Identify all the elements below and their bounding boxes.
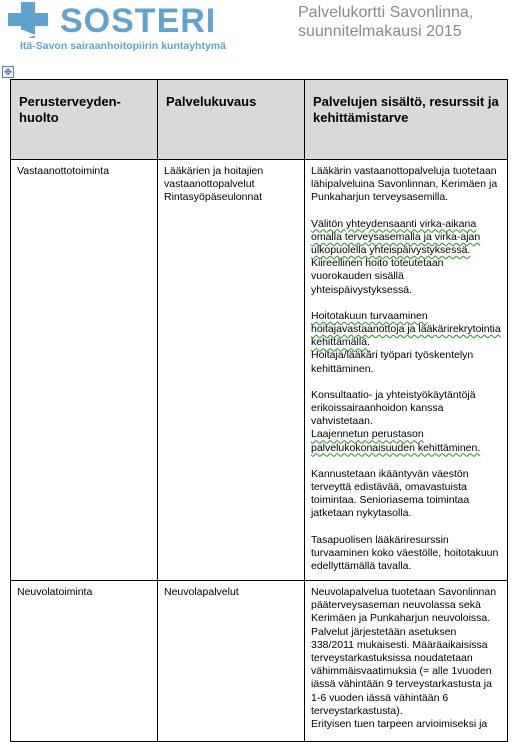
document-title xyxy=(298,3,473,41)
row-content-cell xyxy=(305,581,508,742)
description-line: Lääkärien ja hoitajien vastaanottopalvelut xyxy=(164,165,264,191)
description-line: Neuvolapalvelut xyxy=(164,586,239,598)
sosteri-logo xyxy=(4,2,264,58)
logo-subtitle: Itä-Savon sairaanhoitopiirin kuntayhtymä xyxy=(20,40,226,52)
content-paragraph: Lääkärin vastaanottopalveluja tuotetaan lähipalveluina Savonlinnan, Kerimäen ja Punkaharjun terveysasemilla. xyxy=(311,165,498,204)
row-title-cell: Neuvolatoiminta xyxy=(11,581,158,742)
description-line: Rintasyöpäseulonnat xyxy=(164,191,263,204)
document-title-line-2: suunnitelmakausi 2015 xyxy=(298,23,462,40)
content-paragraph: Neuvolapalvelua tuotetaan Savonlinnan pääterveysaseman neuvolassa sekä Kerimäen ja Punkaharjun neuvoloissa. xyxy=(311,586,497,625)
service-table xyxy=(10,79,508,742)
cross-wave-icon xyxy=(4,2,64,44)
content-paragraph: Kannustetaan ikääntyvän väestön terveyttä edistävää, omavastuista toimintaa. Senioriasema toimintaa jatketaan nykytasolla. xyxy=(311,467,470,520)
header-cell-service-content: Palvelujen sisältö, resurssit ja kehittämistarve xyxy=(305,80,508,160)
row-content-cell xyxy=(305,160,508,581)
document-title-line-1: Palvelukortti Savonlinna, xyxy=(298,4,474,21)
content-paragraph: Välitön yhteydensaanti virka-aikana omalla terveysasemalla ja virka-ajan ulkopuolella yhteispäivystyksessä. Kiireellinen hoito toteutetaan vuorokauden sisällä yhteispäivystyksessä. xyxy=(311,217,481,296)
logo-wordmark: SOSTERI xyxy=(60,2,217,40)
content-paragraph: Hoitotakuun turvaaminen hoitajavastaanottoja ja lääkärirekrytointia kehittämällä. Hoitaja/lääkäri työpari työskentelyn kehittäminen. xyxy=(311,309,501,375)
content-paragraph: Tasapuolisen lääkäriresurssin turvaaminen koko väestölle, hoitotakuun edellyttämällä tavalla. xyxy=(311,533,499,573)
row-description-cell xyxy=(158,160,305,581)
header-cell-service-description: Palvelukuvaus xyxy=(158,80,305,160)
row-title-cell: Vastaanottotoiminta xyxy=(11,160,158,581)
content-paragraph: Erityisen tuen tarpeen arvioimiseksi ja xyxy=(311,718,488,731)
header-cell-primary-care: Perusterveyden-huolto xyxy=(11,80,158,160)
content-paragraph: Konsultaatio- ja yhteistyökäytäntöjä erikoissairaanhoidon kanssa vahvistetaan. Laajennetun perustason palvelukokonaisuuden kehittäminen. xyxy=(311,388,481,454)
page-header xyxy=(0,0,513,62)
table-move-handle-icon[interactable]: ✥ xyxy=(2,66,14,78)
row-description-cell xyxy=(158,581,305,742)
table-row xyxy=(11,160,508,581)
content-paragraph: Palvelut järjestetään asetuksen 338/2011 mukaisesti. Määräaikaisissa terveystarkastuksissa noudatetaan vähimmäisvaatimuksia (= alle 1vuoden iässä vähintään 9 terveystarkastusta ja 1-6 vuoden iässä vähintään 6 terveystarkastusta). xyxy=(311,625,492,717)
table-header-row xyxy=(11,80,508,160)
table-row xyxy=(11,581,508,742)
